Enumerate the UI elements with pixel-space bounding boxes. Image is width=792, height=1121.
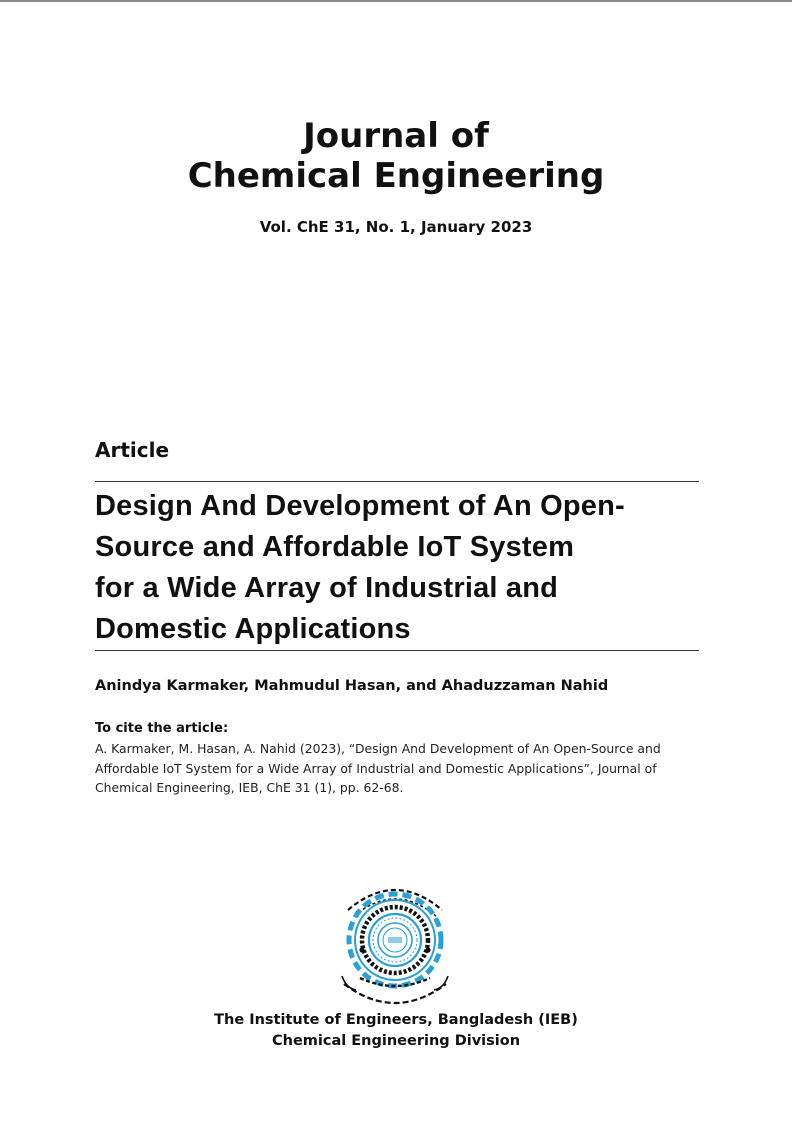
article-title-line: Source and Affordable IoT System: [95, 531, 575, 563]
journal-title: [0, 116, 792, 196]
ieb-seal-icon: [330, 872, 460, 1010]
journal-title-line-2: Chemical Engineering: [187, 156, 605, 196]
citation-heading: To cite the article:: [95, 721, 229, 736]
institute-division: Chemical Engineering Division: [271, 1033, 521, 1049]
institute-block: [0, 1010, 792, 1052]
article-title-line: Design And Development of An Open-: [95, 490, 625, 522]
citation-text: [95, 739, 695, 798]
article-authors: Anindya Karmaker, Mahmudul Hasan, and Ahaduzzaman Nahid: [95, 678, 609, 694]
article-title-line: Domestic Applications: [95, 613, 411, 645]
title-top-rule: [95, 481, 699, 482]
institute-name: The Institute of Engineers, Bangladesh (IEB): [214, 1012, 578, 1028]
citation-line: Affordable IoT System for a Wide Array of Industrial and Domestic Applications”, Journal of: [95, 760, 657, 776]
journal-volume: Vol. ChE 31, No. 1, January 2023: [259, 218, 533, 236]
article-title-line: for a Wide Array of Industrial and: [95, 572, 559, 604]
article-title: [95, 486, 699, 650]
title-bottom-rule: [95, 650, 699, 651]
journal-title-line-1: Journal of: [303, 116, 489, 156]
citation-line: A. Karmaker, M. Hasan, A. Nahid (2023), “Design And Development of An Open-Source and: [95, 741, 661, 756]
citation-line: Chemical Engineering, IEB, ChE 31 (1), pp. 62-68.: [95, 780, 404, 795]
top-border-rule: [0, 0, 792, 2]
ieb-seal-graphic: [330, 872, 460, 1010]
article-type-label: Article: [95, 438, 170, 462]
